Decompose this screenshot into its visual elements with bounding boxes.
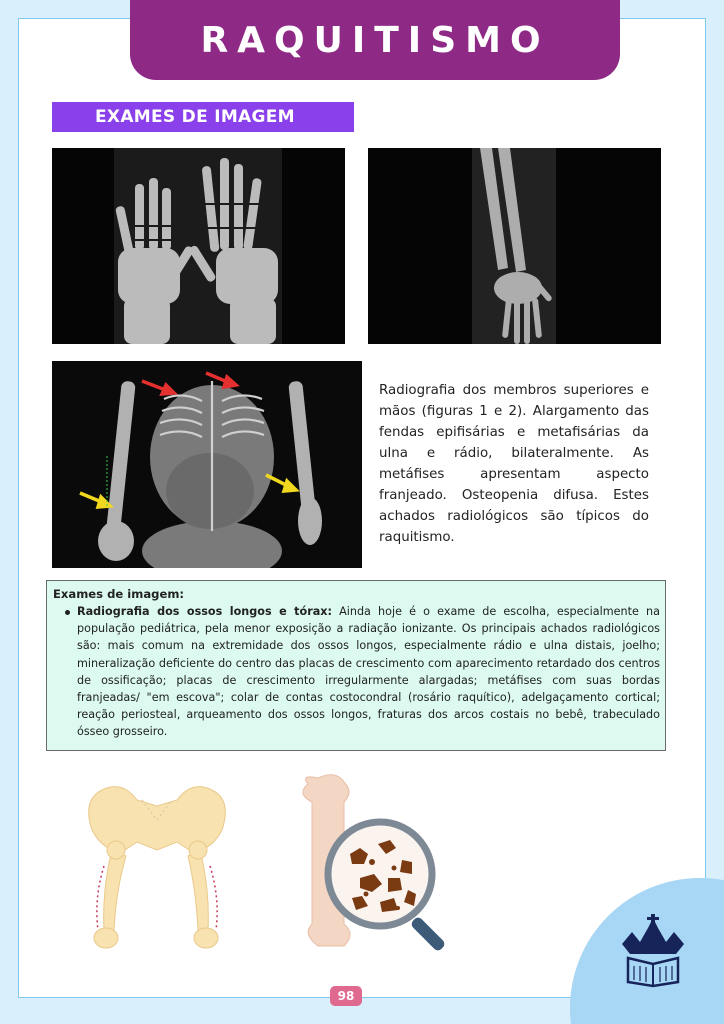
page-title: RAQUITISMO (130, 0, 620, 80)
bullet-text: Ainda hoje é o exame de escolha, especialmente na população pediátrica, pela menor exposição a radiação ionizante. Os principais achados radiológicos são: mais comum na extremidade dos ossos longos, especialmente rádio e ulna distais, joelho; mineralização deficiente do centro das placas de crescimento com aparecimento retardado dos centros de ossificação; placas de crescimento irregularmente alargadas; metáfises com suas bordas franjeadas/ "em escova"; colar de contas costocondral (rosário raquítico), adelgaçamento cortical; reação periosteal, arqueamento dos ossos longos, fraturas dos arcos costais no bebê, trabeculado ósseo grosseiro. (77, 605, 660, 739)
list-item (65, 603, 660, 741)
section-title: EXAMES DE IMAGEM (52, 102, 354, 132)
hands-xray (52, 148, 345, 344)
bullet-label: Radiografia dos ossos longos e tórax: (77, 605, 332, 618)
crown-book-logo (618, 914, 688, 988)
caption-text: Radiografia dos membros superiores e mãos (figuras 1 e 2). Alargamento das fendas epifisárias e metafisárias da ulna e rádio, bilateralmente. As metáfises apresentam aspecto franjeado. Osteopenia difusa. Estes achados radiológicos são típicos do raquitismo. (379, 383, 649, 545)
info-heading: Exames de imagem: (53, 587, 185, 601)
infant-body-xray (52, 361, 362, 568)
info-box (46, 580, 666, 751)
bone-magnifier-illustration (290, 774, 470, 966)
page-number: 98 (330, 986, 362, 1006)
arm-xray (368, 148, 661, 344)
info-list (65, 603, 660, 741)
pelvis-femur-illustration (82, 780, 232, 960)
